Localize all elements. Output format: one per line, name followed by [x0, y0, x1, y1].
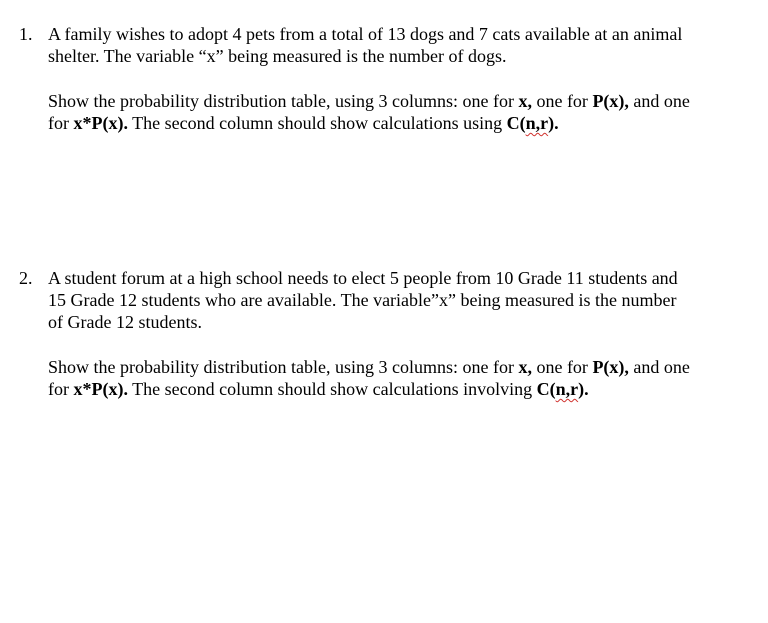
spellcheck-underlined-text[interactable]: n,r [555, 379, 579, 399]
bold-text [537, 379, 589, 399]
text-line: of Grade 12 students. [48, 312, 202, 332]
text-run: and one [628, 91, 690, 111]
question-description [48, 267, 748, 333]
text-line: 15 Grade 12 students who are available. The variable”x” being measured is the number [48, 290, 677, 310]
text-run: Show the probability distribution table, using 3 columns: one for [48, 357, 519, 377]
text-line [48, 378, 748, 400]
text-run: C( [506, 113, 526, 133]
bold-text [507, 113, 559, 133]
bold-text: x*P(x). [73, 113, 128, 133]
text-run: The second column should show calculations using [127, 113, 507, 133]
question-instructions [48, 356, 748, 400]
text-run: one for [531, 357, 593, 377]
text-line [48, 112, 748, 134]
bold-text: P(x), [592, 357, 629, 377]
text-line [48, 356, 748, 378]
question-description [48, 23, 748, 67]
text-run: for [48, 379, 74, 399]
question-number: 2. [19, 268, 33, 288]
text-run: one for [531, 91, 593, 111]
text-run: The second column should show calculations involving [127, 379, 537, 399]
text-run: for [48, 113, 74, 133]
bold-text: x*P(x). [73, 379, 128, 399]
question-number: 1. [19, 24, 33, 44]
text-line: A student forum at a high school needs to elect 5 people from 10 Grade 11 students and [48, 268, 678, 288]
spellcheck-underlined-text[interactable]: n,r [525, 113, 549, 133]
bold-text: x, [518, 91, 532, 111]
text-line [48, 90, 748, 112]
question-instructions [48, 90, 748, 134]
text-line: A family wishes to adopt 4 pets from a total of 13 dogs and 7 cats available at an animal [48, 24, 683, 44]
bold-text: P(x), [592, 91, 629, 111]
text-line: shelter. The variable “x” being measured is the number of dogs. [48, 46, 507, 66]
text-run: and one [628, 357, 690, 377]
text-run: C( [536, 379, 556, 399]
text-run: ). [548, 113, 559, 133]
text-run: Show the probability distribution table, using 3 columns: one for [48, 91, 519, 111]
text-run: ). [578, 379, 589, 399]
bold-text: x, [518, 357, 532, 377]
